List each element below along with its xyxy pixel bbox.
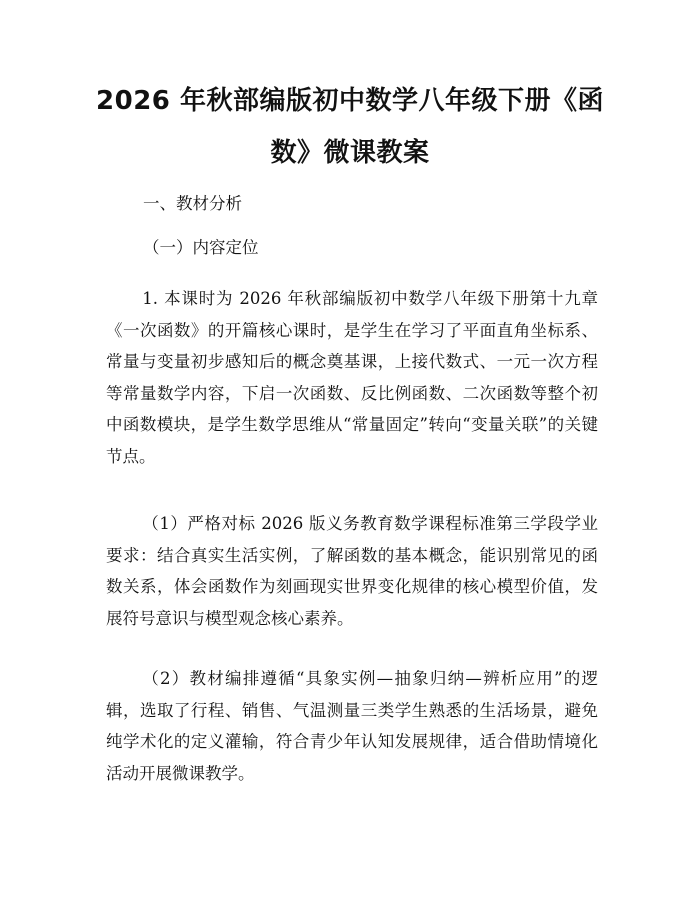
section-heading: 一、教材分析 [143,194,242,213]
paragraph-content-positioning: 1. 本课时为 2026 年秋部编版初中数学八年级下册第十九章《一次函数》的开篇核心课时，是学生在学习了平面直角坐标系、常量与变量初步感知后的概念奠基课，上接代数式、一元一次方程等常量数学内容，下启一次函数、反比例函数、二次函数等整个初中函数模块，是学生数学思维从“常量固定”转向“变量关联”的关键节点。 [106,289,598,466]
document-title: 2026 年秋部编版初中数学八年级下册《函数》微课教案 [96,86,604,168]
paragraph-curriculum-standard: （1）严格对标 2026 版义务教育数学课程标准第三学段学业要求：结合真实生活实例，了解函数的基本概念，能识别常见的函数关系，体会函数作为刻画现实世界变化规律的核心模型价值，发展符号意识与模型观念核心素养。 [106,514,598,628]
subsection-heading: （一）内容定位 [143,238,259,257]
paragraph-textbook-arrangement: （2）教材编排遵循“具象实例—抽象归纳—辨析应用”的逻辑，选取了行程、销售、气温测量三类学生熟悉的生活场景，避免纯学术化的定义灌输，符合青少年认知发展规律，适合借助情境化活动开展微课教学。 [106,669,598,783]
